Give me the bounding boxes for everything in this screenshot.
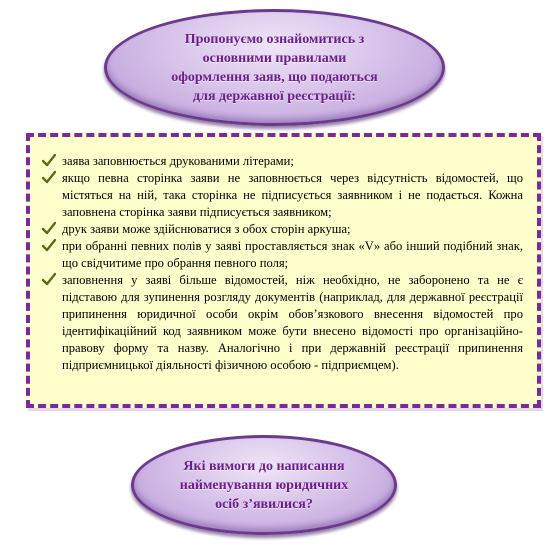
checkmark-icon: [42, 170, 56, 185]
checkmark-icon: [42, 221, 56, 236]
rule-text: при обранні певних полів у заяві проставляється знак «V» або інший подібний знак, що свідчитиме про обрання певного поля;: [62, 239, 523, 270]
question-line: Які вимоги до написання: [183, 458, 345, 474]
intro-line: оформлення заяв, що подаються: [171, 69, 378, 85]
list-item: [62, 221, 523, 238]
rule-text: друк заяви може здійснюватися з обох сторін аркуша;: [62, 222, 351, 236]
intro-oval-text: [171, 30, 377, 106]
rule-text: заява заповнюється друкованими літерами;: [62, 154, 294, 168]
question-line: найменування юридичних: [179, 477, 349, 493]
checkmark-icon: [42, 238, 56, 253]
rule-text: заповнення у заяві більше відомостей, ніж необхідно, не заборонено та не є підставою для зупинення розгляду документів (наприклад, для державної реєстрації припинення юридичної особи окрім обов’язкового внесення відомостей про ідентифікаційний код заявником може бути внесено відомості про організаційно-правову форму та назву. Аналогічно і при державній реєстрації припинення підприємницької діяльності фізичною особою - підприємцем).: [62, 273, 523, 372]
list-item: [62, 238, 523, 272]
question-oval-text: [180, 457, 348, 514]
question-oval: [131, 435, 397, 535]
question-line: осіб з’явилися?: [215, 496, 313, 512]
checkmark-icon: [42, 153, 56, 168]
rules-panel: [26, 133, 541, 408]
checkmark-icon: [42, 272, 56, 287]
intro-oval: [104, 9, 445, 126]
rules-list: [30, 137, 537, 374]
intro-line: для державної реєстрації:: [193, 88, 356, 104]
list-item: [62, 170, 523, 221]
intro-line: Пропонуємо ознайомитись з: [184, 31, 365, 47]
list-item: [62, 153, 523, 170]
intro-line: основними правилами: [202, 50, 347, 66]
list-item: [62, 272, 523, 374]
rule-text: якщо певна сторінка заяви не заповнюється через відсутність відомостей, що містяться на ній, така сторінка не підписується заявником і не подається. Кожна заповнена сторінка заяви підписується заявником;: [62, 171, 523, 219]
